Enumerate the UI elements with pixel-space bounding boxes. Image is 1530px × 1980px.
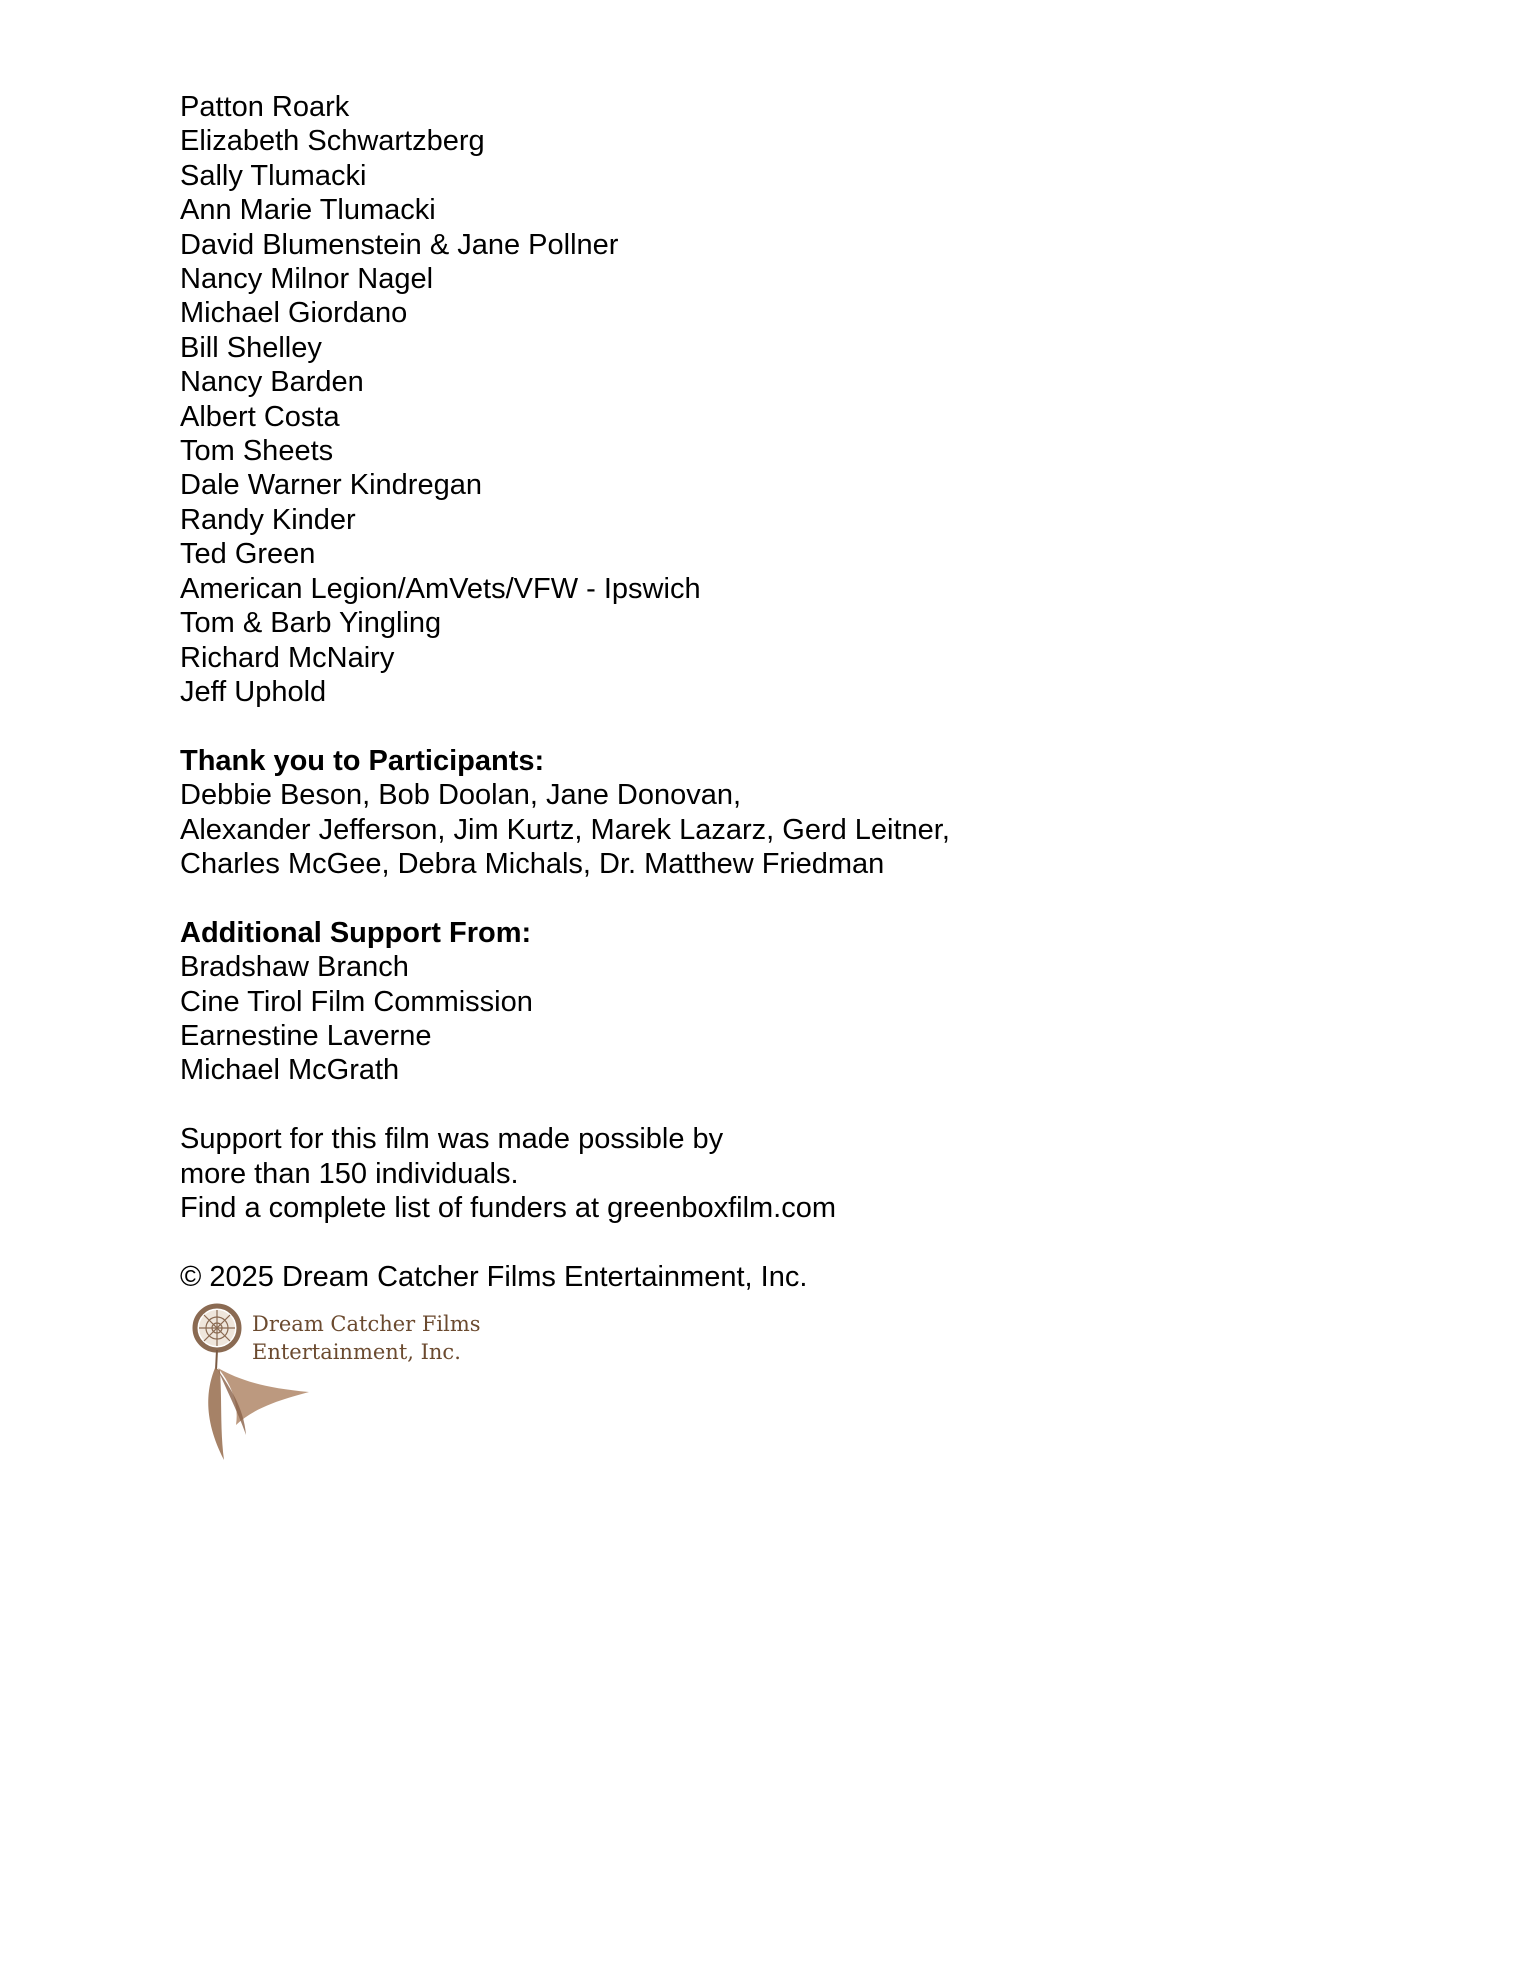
credits-page <box>180 90 1380 1470</box>
participants-heading: Thank you to Participants: <box>180 744 545 777</box>
list-item: Bradshaw Branch <box>180 951 409 984</box>
section-spacer <box>180 881 1380 915</box>
list-item: Tom & Barb Yingling <box>180 607 442 640</box>
logo-line: Entertainment, Inc. <box>252 1340 461 1365</box>
list-item: Nancy Milnor Nagel <box>180 263 434 296</box>
list-item: Ann Marie Tlumacki <box>180 194 436 227</box>
list-item: Earnestine Laverne <box>180 1019 432 1052</box>
funding-note-line: Find a complete list of funders at greenboxfilm.com <box>180 1191 837 1224</box>
list-item: Michael Giordano <box>180 297 408 330</box>
logo-wordmark <box>252 1310 481 1366</box>
company-logo <box>184 1300 504 1470</box>
list-item: Patton Roark <box>180 91 350 123</box>
section-spacer <box>180 1088 1380 1122</box>
supporters-list <box>180 90 1380 709</box>
list-item: Elizabeth Schwartzberg <box>180 125 485 158</box>
participants-section <box>180 744 1380 882</box>
list-item: David Blumenstein & Jane Pollner <box>180 228 619 261</box>
list-item: Bill Shelley <box>180 331 322 364</box>
list-item: American Legion/AmVets/VFW - Ipswich <box>180 572 701 605</box>
list-item: Sally Tlumacki <box>180 159 367 192</box>
copyright-notice: © 2025 Dream Catcher Films Entertainment, Inc. <box>180 1260 808 1293</box>
participants-line: Charles McGee, Debra Michals, Dr. Matthew Friedman <box>180 847 885 880</box>
additional-support-heading: Additional Support From: <box>180 916 532 949</box>
additional-support-section <box>180 916 1380 1088</box>
logo-line: Dream Catcher Films <box>252 1312 481 1337</box>
funding-note <box>180 1122 1380 1225</box>
list-item: Tom Sheets <box>180 435 334 468</box>
list-item: Nancy Barden <box>180 366 364 399</box>
funding-note-line: more than 150 individuals. <box>180 1157 519 1190</box>
list-item: Cine Tirol Film Commission <box>180 985 533 1018</box>
funding-note-line: Support for this film was made possible by <box>180 1123 724 1156</box>
list-item: Jeff Uphold <box>180 675 327 708</box>
list-item: Dale Warner Kindregan <box>180 469 482 502</box>
list-item: Albert Costa <box>180 400 340 433</box>
section-spacer <box>180 709 1380 743</box>
participants-line: Alexander Jefferson, Jim Kurtz, Marek Lazarz, Gerd Leitner, <box>180 813 950 846</box>
section-spacer <box>180 1225 1380 1259</box>
list-item: Michael McGrath <box>180 1054 400 1087</box>
list-item: Ted Green <box>180 538 316 571</box>
participants-line: Debbie Beson, Bob Doolan, Jane Donovan, <box>180 779 742 812</box>
list-item: Randy Kinder <box>180 503 356 536</box>
list-item: Richard McNairy <box>180 641 395 674</box>
